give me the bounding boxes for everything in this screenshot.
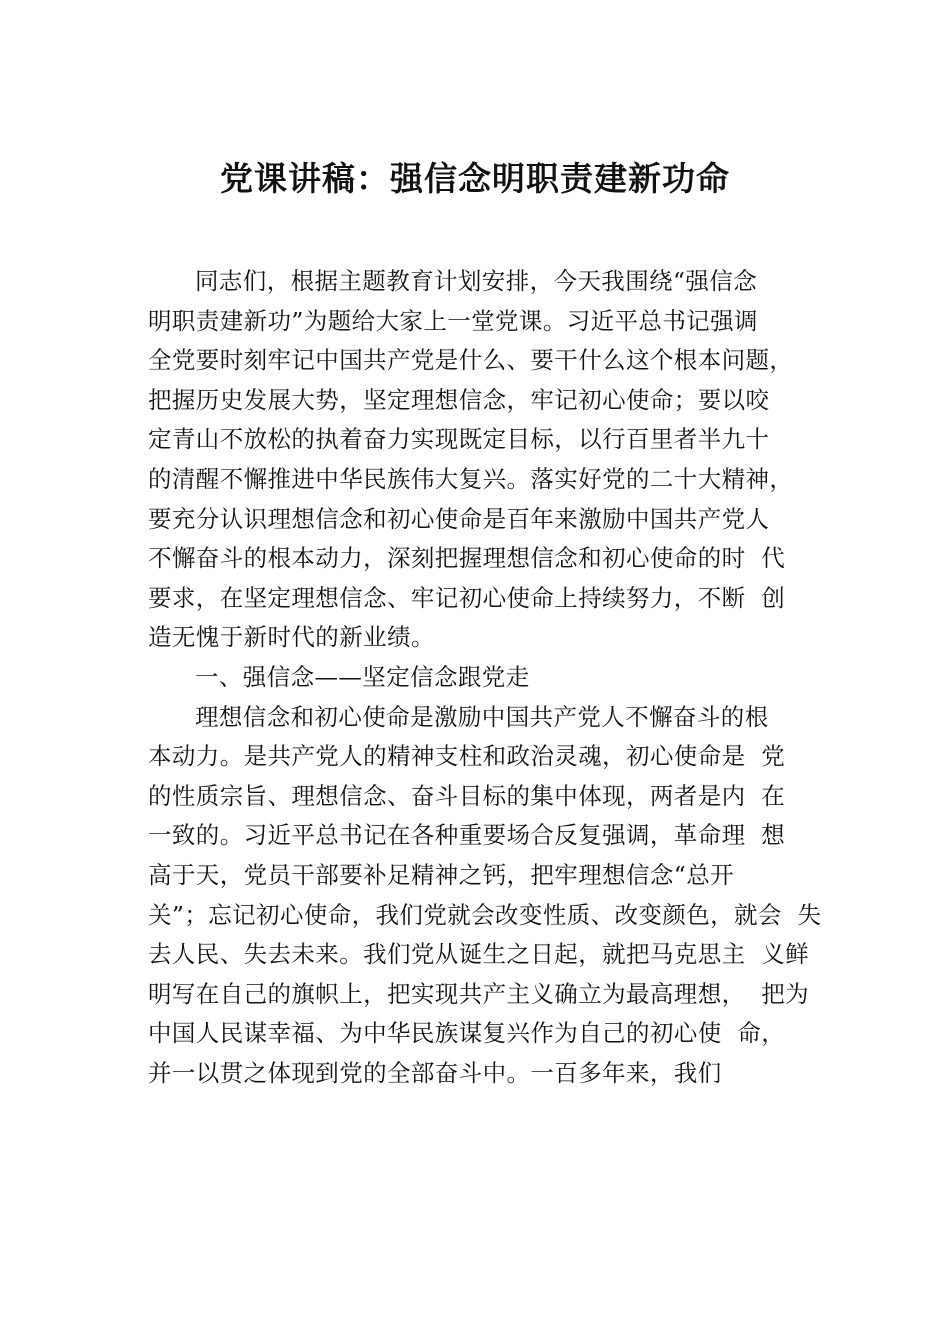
paragraph-line: 理想信念和初心使命是激励中国共产党人不懈奋斗的根 [195,702,769,731]
paragraph-line: 造无愧于新时代的新业绩。 [148,623,435,652]
paragraph-line: 要充分认识理想信念和初心使命是百年来激励中国共产党人 [148,504,770,533]
paragraph-line: 不懈奋斗的根本动力，深刻把握理想信念和初心使命的时 代 [148,544,786,573]
paragraph-line: 的清醒不懈推进中华民族伟大复兴。落实好党的二十大精神， [148,464,794,493]
paragraph-line: 的性质宗旨、理想信念、奋斗目标的集中体现，两者是内 在 [148,781,786,810]
paragraph-line: 并一以贯之体现到党的全部奋斗中。一百多年来，我们 [148,1058,722,1087]
paragraph-line: 把握历史发展大势，坚定理想信念，牢记初心使命；要以咬 [148,385,770,414]
paragraph-line: 一致的。习近平总书记在各种重要场合反复强调，革命理 想 [148,821,786,850]
paragraph-line: 高于天，党员干部要补足精神之钙，把牢理想信念“总开 [148,860,735,889]
paragraph-line: 关”；忘记初心使命，我们党就会改变性质、改变颜色，就会 失 [148,900,822,929]
paragraph-line: 本动力。是共产党人的精神支柱和政治灵魂，初心使命是 党 [148,742,786,771]
paragraph-line: 去人民、失去未来。我们党从诞生之日起，就把马克思主 义鲜 [148,940,810,969]
paragraph-line: 明职责建新功”为题给大家上一堂党课。习近平总书记强调 [148,306,758,335]
paragraph-line: 中国人民谋幸福、为中华民族谋复兴作为自己的初心使 命， [148,1019,786,1048]
section-heading: 一、强信念——坚定信念跟党走 [195,662,530,691]
paragraph-line: 要求，在坚定理想信念、牢记初心使命上持续努力，不断 创 [148,583,786,612]
paragraph-line: 全党要时刻牢记中国共产党是什么、要干什么这个根本问题， [148,346,794,375]
paragraph-line: 定青山不放松的执着奋力实现既定目标，以行百里者半九十 [148,425,770,454]
paragraph-line: 明写在自己的旗帜上，把实现共产主义确立为最高理想， 把为 [148,979,810,1008]
paragraph-line: 同志们，根据主题教育计划安排，今天我围绕“强信念 [195,267,758,295]
document-title: 党课讲稿：强信念明职责建新功命 [220,159,730,198]
document-body [148,262,838,1093]
